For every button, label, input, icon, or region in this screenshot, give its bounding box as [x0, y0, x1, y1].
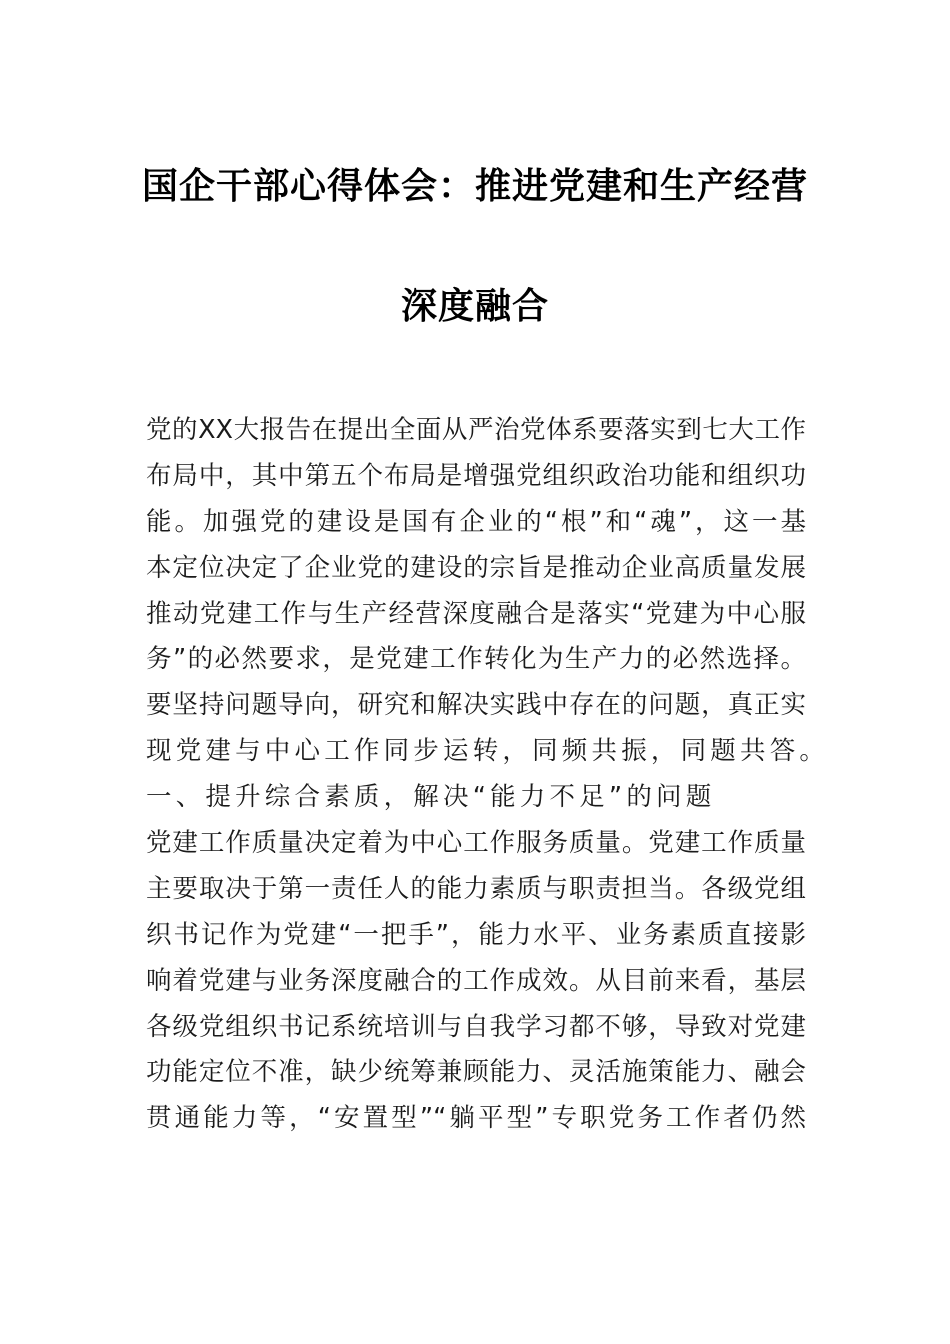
- body-line: 响着党建与业务深度融合的工作成效。从目前来看，基层: [146, 965, 806, 996]
- body-line: 务”的必然要求，是党建工作转化为生产力的必然选择。: [146, 644, 806, 675]
- body-line: 能。加强党的建设是国有企业的“根”和“魂”，这一基: [146, 506, 806, 537]
- body-line: 各级党组织书记系统培训与自我学习都不够，导致对党建: [146, 1011, 806, 1042]
- body-line: 织书记作为党建“一把手”，能力水平、业务素质直接影: [146, 919, 806, 950]
- body-line: 现党建与中心工作同步运转，同频共振，同题共答。: [146, 736, 830, 767]
- body-line: 推动党建工作与生产经营深度融合是落实“党建为中心服: [146, 598, 806, 629]
- body-line: 主要取决于第一责任人的能力素质与职责担当。各级党组: [146, 873, 806, 904]
- body-line: 功能定位不准，缺少统筹兼顾能力、灵活施策能力、融会: [146, 1057, 806, 1088]
- body-line: 党的XX大报告在提出全面从严治党体系要落实到七大工作: [146, 415, 806, 445]
- body-line: 党建工作质量决定着为中心工作服务质量。党建工作质量: [146, 828, 806, 859]
- body-line: 本定位决定了企业党的建设的宗旨是推动企业高质量发展: [146, 552, 806, 583]
- document-title-line-1: 国企干部心得体会：推进党建和生产经营: [141, 165, 808, 207]
- document-title-line-2: 深度融合: [400, 285, 549, 327]
- body-line: 贯通能力等，“安置型”“躺平型”专职党务工作者仍然: [146, 1103, 806, 1134]
- document-body: [146, 408, 830, 1142]
- body-line: 要坚持问题导向，研究和解决实践中存在的问题，真正实: [146, 690, 806, 721]
- body-line: 布局中，其中第五个布局是增强党组织政治功能和组织功: [146, 460, 806, 491]
- section-heading: 一、提升综合素质，解决“能力不足”的问题: [146, 782, 716, 813]
